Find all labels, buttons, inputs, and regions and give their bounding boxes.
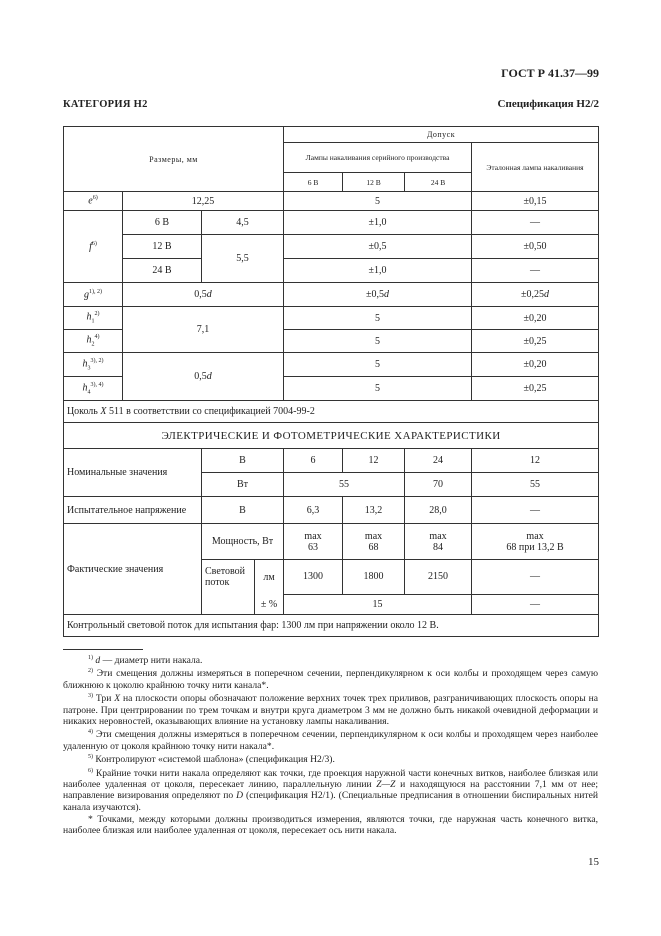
table-row bbox=[64, 211, 599, 235]
reference-lamp-header: Эталонная лампа накаливания bbox=[472, 143, 599, 192]
nominal-values-label: Номинальные значения bbox=[64, 449, 202, 497]
reference-cell: max 68 при 13,2 В bbox=[472, 524, 599, 560]
tolerance-cell: ±0,5 bbox=[284, 235, 472, 259]
value-cell: max 84 bbox=[405, 524, 472, 560]
reference-cell: 55 bbox=[472, 473, 599, 497]
footnote-1: $^{1)}$ d — диаметр нити накала. bbox=[88, 655, 203, 667]
value-cell: 2150 bbox=[405, 560, 472, 595]
symbol-cell: $h_3^{3), 2)}$ bbox=[64, 353, 123, 377]
value-cell: 1300 bbox=[284, 560, 343, 595]
reference-cell: — bbox=[472, 594, 599, 615]
tolerance-header: Допуск bbox=[284, 127, 599, 143]
voltage-12v-header: 12 В bbox=[343, 173, 405, 192]
table-row bbox=[64, 235, 599, 259]
reference-cell: — bbox=[472, 560, 599, 595]
table-row bbox=[64, 192, 599, 211]
reference-cell: — bbox=[472, 259, 599, 283]
reference-cell: ±0,20 bbox=[472, 353, 599, 377]
asterisk-footnote bbox=[63, 814, 598, 837]
footnote-5: $^{5)}$ Контролируют «системой шаблона» (спецификация Н2/3). bbox=[88, 754, 335, 766]
table-row bbox=[64, 283, 599, 307]
specification-table bbox=[63, 126, 599, 637]
tolerance-cell: 5 bbox=[284, 377, 472, 401]
tolerance-cell: 5 bbox=[284, 192, 472, 211]
unit-cell: В bbox=[202, 449, 284, 473]
value-cell: 4,5 bbox=[202, 211, 284, 235]
symbol-cell: $e^{6)}$ bbox=[64, 192, 123, 211]
asterisk-footnote-text: * Точками, между которыми должны производиться измерения, являются точки, где наружная часть конечного витка, наиболее близкая или наиболее удаленная от цоколя, пересекает ось нити накала. bbox=[63, 814, 598, 837]
flux-cell bbox=[202, 560, 284, 595]
document-code: ГОСТ Р 41.37—99 bbox=[501, 66, 599, 80]
reference-cell: ±0,25 bbox=[472, 330, 599, 353]
table-row bbox=[64, 307, 599, 330]
tolerance-cell: ±1,0 bbox=[284, 259, 472, 283]
voltage-cell: 24 В bbox=[123, 259, 202, 283]
empty-cell bbox=[202, 594, 255, 614]
value-cell: max 68 bbox=[343, 524, 405, 560]
reference-cell: ±0,25d bbox=[472, 283, 599, 307]
symbol-cell: $f^{6)}$ bbox=[64, 211, 123, 283]
value-cell: 6 bbox=[284, 449, 343, 473]
tolerance-cell: ±0,5d bbox=[284, 283, 472, 307]
footnotes bbox=[63, 653, 598, 813]
unit-cell: ± % bbox=[260, 598, 278, 610]
symbol-cell: $h_4^{3), 4)}$ bbox=[64, 377, 123, 401]
unit-cell: Вт bbox=[202, 473, 284, 497]
symbol-cell: $g^{1), 2)}$ bbox=[64, 283, 123, 307]
reference-cell: 12 bbox=[472, 449, 599, 473]
reference-cell: ±0,20 bbox=[472, 307, 599, 330]
reference-cell: ±0,15 bbox=[472, 192, 599, 211]
table-row bbox=[64, 497, 599, 524]
power-label: Мощность, Вт bbox=[202, 524, 284, 560]
reference-cell: — bbox=[472, 211, 599, 235]
table-row bbox=[64, 259, 599, 283]
tolerance-cell: 15 bbox=[284, 594, 472, 615]
flux-subtable bbox=[202, 560, 283, 594]
voltage-24v-header: 24 В bbox=[405, 173, 472, 192]
category-title: КАТЕГОРИЯ Н2 bbox=[63, 99, 148, 110]
value-cell: 1800 bbox=[343, 560, 405, 595]
value-cell: 55 bbox=[284, 473, 405, 497]
test-voltage-label: Испытательное напряжение bbox=[64, 497, 202, 524]
value-cell: max 63 bbox=[284, 524, 343, 560]
voltage-6v-header: 6 В bbox=[284, 173, 343, 192]
voltage-cell: 6 В bbox=[123, 211, 202, 235]
tolerance-subtable bbox=[202, 594, 283, 614]
footnote-6: $^{6)}$ Крайние точки нити накала определяют как точки, где проекция наружной части конечных витков, наиболее близкая или наиболее удаленная от цоколя, пересекает линию, параллельную линии Z—Z и находящуюся на расстоянии 7,1 мм от нее; направление визирования определяют по D (спецификация Н2/1). (Специальные предписания в отношении биспиральных нитей канала изучаются). bbox=[63, 767, 598, 813]
actual-values-label: Фактические значения bbox=[64, 524, 202, 615]
serial-lamps-header: Лампы накаливания серийного производства bbox=[284, 143, 472, 173]
table-row bbox=[64, 449, 599, 473]
tolerance-cell: 5 bbox=[284, 307, 472, 330]
cap-note: Цоколь X 511 в соответствии со спецификацией 7004-99-2 bbox=[64, 401, 599, 423]
reference-cell: ±0,50 bbox=[472, 235, 599, 259]
unit-cell: лм bbox=[263, 571, 275, 583]
footnote-4: $^{4)}$ Эти смещения должны измеряться в поперечном сечении, перпендикулярном к оси колбы и проходящем через наиболее удаленную от цоколя крайнюю точку нити накала*. bbox=[63, 729, 598, 752]
tolerance-cell: 5 bbox=[284, 353, 472, 377]
dimensions-header: Размеры, мм bbox=[64, 127, 284, 192]
symbol-cell: $h_2^{4)}$ bbox=[64, 330, 123, 353]
tolerance-cell: 5 bbox=[284, 330, 472, 353]
unit-cell: В bbox=[202, 497, 284, 524]
value-cell: 6,3 bbox=[284, 497, 343, 524]
value-cell: 0,5d bbox=[123, 353, 284, 401]
table-row bbox=[64, 353, 599, 377]
footnote-3: $^{3)}$ Три X на плоскости опоры обозначают положение верхних точек трех приливов, разграничивающих плоскость опоры на патроне. При центрировании по трем точкам и внутри круга диаметром 3 мм не должно быть никакой очевидной деформации и никаких неровностей, оказывающих влияние на установку лампы накаливания. bbox=[63, 693, 598, 728]
footnote-divider bbox=[63, 649, 143, 650]
value-cell: 5,5 bbox=[202, 235, 284, 283]
electrical-section-title: ЭЛЕКТРИЧЕСКИЕ И ФОТОМЕТРИЧЕСКИЕ ХАРАКТЕРИСТИКИ bbox=[64, 423, 599, 449]
table-row bbox=[64, 524, 599, 560]
footnote-2: $^{2)}$ Эти смещения должны измеряться в поперечном сечении, перпендикулярном к оси колбы и проходящем через самую ближнюю к цоколю крайнюю точку нити канала*. bbox=[63, 668, 598, 691]
tolerance-cell: ±1,0 bbox=[284, 211, 472, 235]
flux-label: Световой поток bbox=[202, 560, 255, 594]
value-cell: 28,0 bbox=[405, 497, 472, 524]
symbol-cell: $h_1^{2)}$ bbox=[64, 307, 123, 330]
reference-cell: — bbox=[472, 497, 599, 524]
value-cell: 70 bbox=[405, 473, 472, 497]
specification-title: Спецификация Н2/2 bbox=[497, 98, 599, 110]
tolerance-unit-cell bbox=[202, 594, 284, 615]
page-number: 15 bbox=[588, 856, 599, 868]
value-cell: 7,1 bbox=[123, 307, 284, 353]
voltage-cell: 12 В bbox=[123, 235, 202, 259]
control-flux-note: Контрольный световой поток для испытания фар: 1300 лм при напряжении около 12 В. bbox=[64, 615, 599, 637]
reference-cell: ±0,25 bbox=[472, 377, 599, 401]
value-cell: 12,25 bbox=[123, 192, 284, 211]
value-cell: 12 bbox=[343, 449, 405, 473]
value-cell: 13,2 bbox=[343, 497, 405, 524]
value-cell: 24 bbox=[405, 449, 472, 473]
value-cell: 0,5d bbox=[123, 283, 284, 307]
